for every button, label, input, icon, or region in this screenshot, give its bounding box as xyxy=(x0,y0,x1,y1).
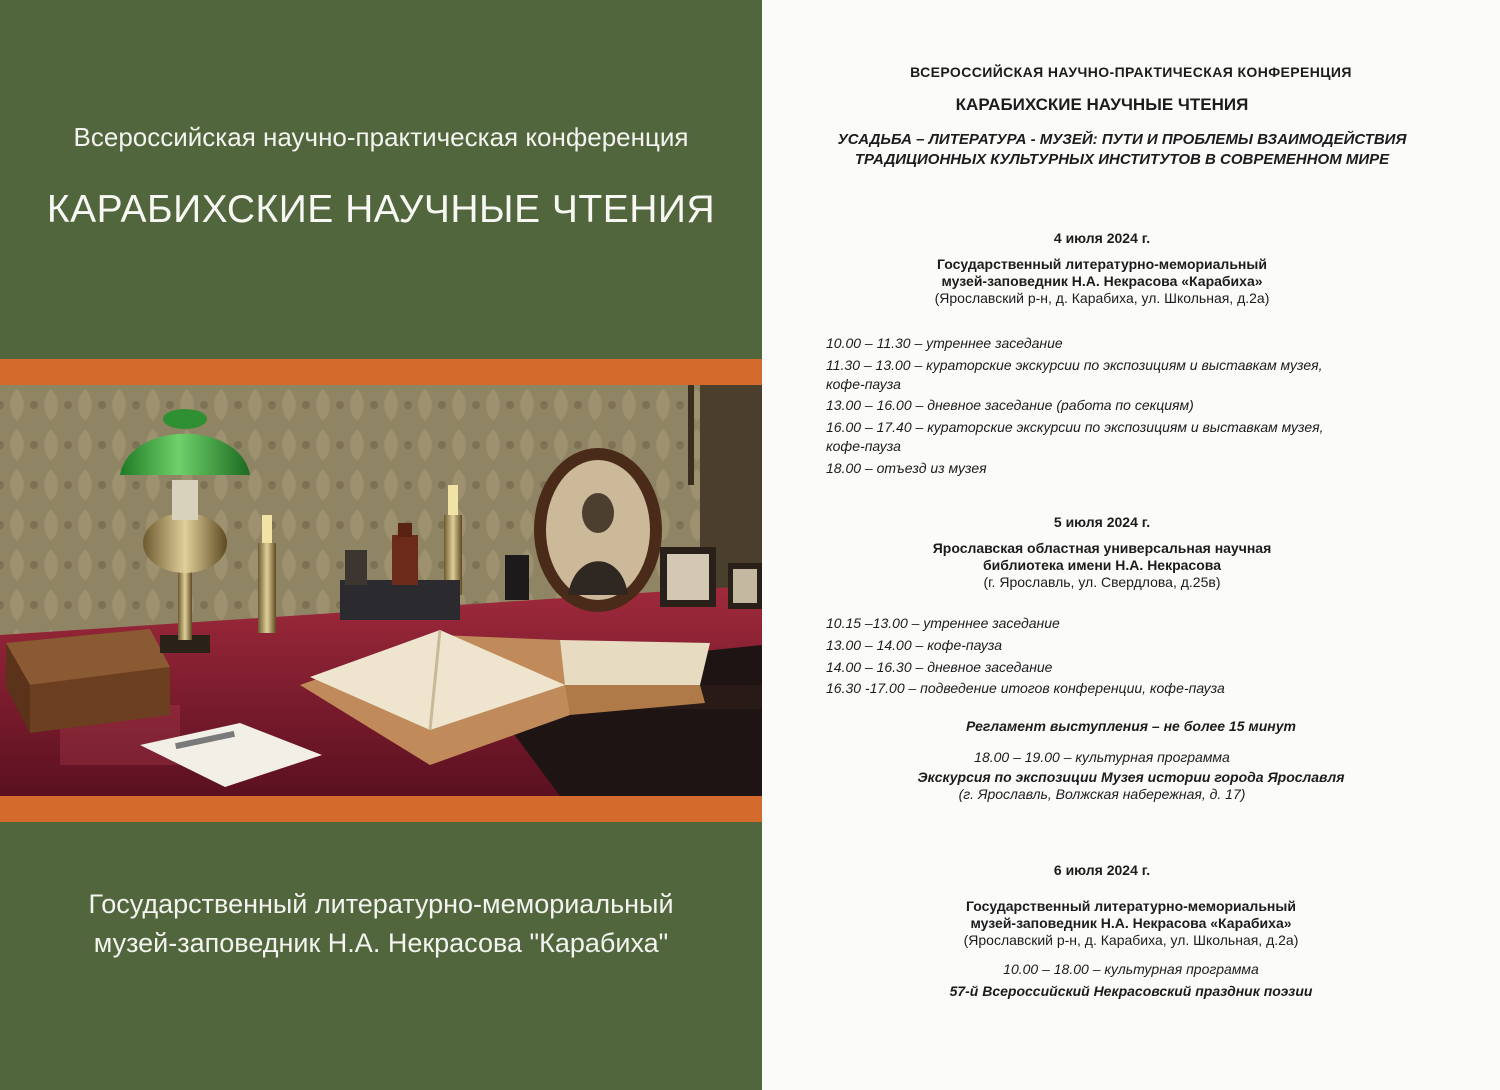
theme-line2: ТРАДИЦИОННЫХ КУЛЬТУРНЫХ ИНСТИТУТОВ В СОВРЕМЕННОМ МИРЕ xyxy=(854,151,1390,169)
theme-line1: УСАДЬБА – ЛИТЕРАТУРА - МУЗЕЙ: ПУТИ И ПРОБЛЕМЫ ВЗАИМОДЕЙСТВИЯ xyxy=(837,131,1407,148)
schedule-row: 13.00 – 14.00 – кофе-пауза xyxy=(826,636,1003,653)
day3-date: 6 июля 2024 г. xyxy=(1053,862,1151,878)
cover-subtitle: Всероссийская научно-практическая конференция xyxy=(73,122,689,152)
day3-venue-line2: музей-заповедник Н.А. Некрасова «Карабиха» xyxy=(970,914,1292,931)
day3-address: (Ярославский р-н, д. Карабиха, ул. Школьная, д.2а) xyxy=(963,931,1299,948)
schedule-row: 10.00 – 11.30 – утреннее заседание xyxy=(826,335,1063,351)
schedule-row: 14.00 – 16.30 – дневное заседание xyxy=(826,658,1053,675)
schedule-row: кофе-пауза xyxy=(826,375,901,392)
day2-excursion: Экскурсия по экспозиции Музея истории города Ярославля xyxy=(917,769,1345,785)
day2-venue-line1: Ярославская областная универсальная научная xyxy=(932,540,1272,556)
day2-venue-line2: библиотека имени Н.А. Некрасова xyxy=(983,556,1221,573)
cover-title: КАРАБИХСКИЕ НАУЧНЫЕ ЧТЕНИЯ xyxy=(46,188,716,231)
cover-photo xyxy=(0,385,762,796)
day2-date: 5 июля 2024 г. xyxy=(1053,514,1151,530)
schedule-row: 11.30 – 13.00 – кураторские экскурсии по экспозициям и выставкам музея, xyxy=(826,356,1323,373)
program-title: КАРАБИХСКИЕ НАУЧНЫЕ ЧТЕНИЯ xyxy=(955,95,1249,114)
day2-venue xyxy=(762,540,1442,590)
day1-address: (Ярославский р-н, д. Карабиха, ул. Школьная, д.2а) xyxy=(934,289,1270,306)
day3-venue xyxy=(762,898,1500,948)
schedule-row: 10.15 –13.00 – утреннее заседание xyxy=(826,615,1060,631)
orange-band-bottom xyxy=(0,796,762,822)
program-header: ВСЕРОССИЙСКАЯ НАУЧНО-ПРАКТИЧЕСКАЯ КОНФЕРЕНЦИЯ xyxy=(910,64,1352,80)
regulation-note: Регламент выступления – не более 15 минут xyxy=(965,718,1296,734)
schedule-row: 13.00 – 16.00 – дневное заседание (работа по секциям) xyxy=(826,397,1194,414)
day1-schedule xyxy=(826,335,1426,482)
day1-venue xyxy=(762,256,1442,306)
day3-venue-line1: Государственный литературно-мемориальный xyxy=(966,898,1296,914)
day2-schedule xyxy=(826,615,1426,702)
cover-org-line1: Государственный литературно-мемориальный xyxy=(88,889,674,919)
day2-address: (г. Ярославль, ул. Свердлова, д.25в) xyxy=(983,573,1221,590)
day1-venue-line2: музей-заповедник Н.А. Некрасова «Карабиха» xyxy=(941,272,1263,289)
schedule-row: кофе-пауза xyxy=(826,437,901,454)
day3-culture-time: 10.00 – 18.00 – культурная программа xyxy=(1003,961,1259,977)
day1-date: 4 июля 2024 г. xyxy=(1053,230,1151,246)
program-panel xyxy=(762,0,1500,1090)
orange-band-top xyxy=(0,359,762,385)
day1-venue-line1: Государственный литературно-мемориальный xyxy=(937,256,1267,272)
day2-excursion-address: (г. Ярославль, Волжская набережная, д. 17) xyxy=(958,786,1246,802)
schedule-row: 18.00 – отъезд из музея xyxy=(826,459,987,476)
program-theme xyxy=(782,130,1462,171)
day3-festival: 57-й Всероссийский Некрасовский праздник поэзии xyxy=(949,983,1313,999)
cover-org-line2: музей-заповедник Н.А. Некрасова "Карабиха" xyxy=(93,928,669,959)
schedule-row: 16.30 -17.00 – подведение итогов конференции, кофе-пауза xyxy=(826,680,1225,697)
day2-culture-time: 18.00 – 19.00 – культурная программа xyxy=(974,749,1230,765)
schedule-row: 16.00 – 17.40 – кураторские экскурсии по экспозициям и выставкам музея, xyxy=(826,419,1324,436)
cover-organization xyxy=(0,885,762,963)
